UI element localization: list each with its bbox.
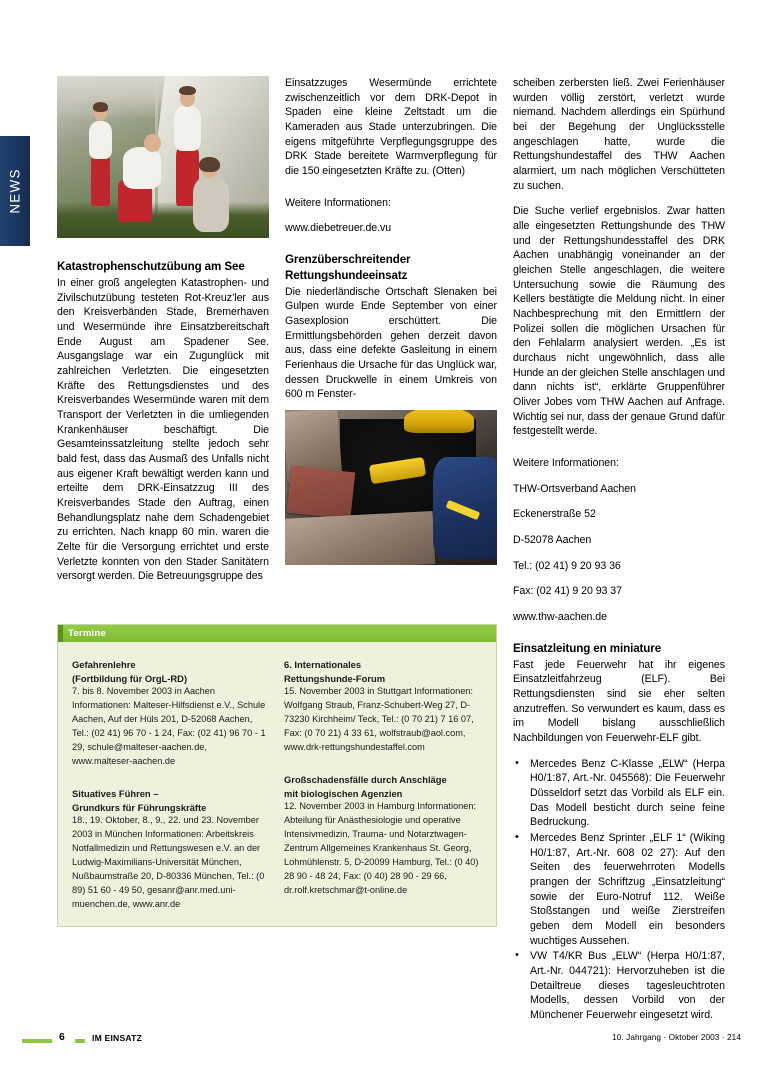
article-body-suche: Die Suche verlief ergebnislos. Zwar hatten alle eingesetzten Rettungshunde des THW und der Rettungshundesstaffel des DRK Aachen unabhängig voneinander an der gleichen Stelle angeschlagen, die weitere Untersuchung sowie die Räumung des Kellers bestätigte die Meldung nicht. In einer Nachbesprechung mit den Ermittlern der Polizei sollen die möglichen Ursachen für den Fehlalarm analysiert werden. „Es ist durchaus nicht ungewöhnlich, dass alle Hunde an der gleichen Stelle anschlagen und dann nichts ist“, erklärte Gruppenführer Oliver Jobes vom THW Aachen auf Anfrage. Wichtig sei nur, dass der genaue Grund dafür festgestellt werde. [513,205,725,438]
event-details: 15. November 2003 in Stuttgart Informationen: Wolfgang Straub, Franz-Schubert-Weg 27, D-73230 Kirchheim/ Teck, Tel.: (0 70 21) 7 16 07, Fax: (0 70 21) 4 33 61, wolfstraub@aol.com, www.drk-rettungshundestaffel.com [284,686,474,753]
article-body-einsatzleitung: Fast jede Feuerwehr hat ihr eigenes Einsatzleitfahrzeug (ELF). Bei Rettungsdiensten sind sie eher selten anzutreffen. So verwundert es kaum, dass es im Modell bislang ausschließlich Nachbildungen von Feuerwehr-ELF gibt. [513,658,725,745]
event-item [284,773,480,898]
article-headline-rettungshunde-line1: Grenzüberschreitender [285,253,411,267]
event-title-line2: Rettungshunde-Forum [284,672,386,684]
rubble-search-photo [285,410,497,565]
spacer [513,625,725,642]
termine-header-bar [58,625,496,642]
contact-line-phone: Tel.: (02 41) 9 20 93 36 [513,559,621,572]
contact-line-organisation: THW-Ortsverband Aachen [513,482,636,495]
footer-section-name: IM EINSATZ [92,1033,143,1043]
event-title-line2: (Fortbildung für OrgL-RD) [72,672,188,684]
helmet-shape [404,410,474,433]
event-title-line2: Grundkurs für Führungskräfte [72,801,207,813]
article-body-katastrophenschutz: In einer groß angelegten Katastrophen- und Zivilschutzübung testeten Rot-Kreuz’ler aus den Kreisverbänden Stade, Bremerhaven und Wesermünde ihre Einsatzbereitschaft Ende August am Spadener See. Ausgangslage war ein Zugunglück mit zahlreichen Verletzten. Die eingesetzten Kräfte des Rettungsdienstes und des Kreisverbandes Wesermünde waren mit dem Transport der Verletzten in die umliegenden Krankenhäuser beschäftigt. Die Gesamteinssatzleitung stellte jedoch sehr bald fest, dass das Ausmaß des Unfalls nicht aus eigener Kraft bewältigt werden kann und erteilte dem DRK-Einsatzzug III des Kreisverbandes Stade den Auftrag, einen Behandlungsplatz nahe dem Schadengebiet zu errichten. Nach knapp 60 min. waren die Zelte für die Versorgung errichtet und erste Verletzte konnten von den Stader Sanitätern versorgt werden. Die Betreuungsgruppe des [57,276,269,583]
termine-column-left [72,658,268,912]
event-details: 7. bis 8. November 2003 in Aachen Informationen: Malteser-Hilfsdienst e.V., Schule Aachen, Auf der Hüls 201, D-52068 Aachen, Tel.: (02 41) 96 70 - 1 24, Fax: (02 41) 96 70 - 1 29, schule@malteser-aachen.de, www.malteser-aachen.de [72,686,266,767]
figure-hair-shape [179,86,196,96]
article-body-rettungshunde: Die niederländische Ortschaft Slenaken bei Gulpen wurde Ende September von einer Gasexplosion erschüttert. Die Ermittlungsbehörden gehen derzeit davon aus, dass eine defekte Gasleitung in einem Ferienhaus die Ursache für das Unglück war, dessen Druckwelle in einem Umkreis von 600 m Fenster- [285,285,497,401]
contact-line-fax: Fax: (02 41) 9 20 93 37 [513,585,622,598]
column-two [285,76,497,579]
footer-accent-bar [22,1039,52,1043]
footer-accent-dash [75,1039,85,1043]
column-one [57,76,269,584]
event-title-line1: Großschadensfälle durch Anschläge [284,774,447,786]
spacer [285,179,497,196]
figure-shirt-shape [174,105,202,150]
event-title-line1: Gefahrenlehre [72,659,136,670]
article-headline-katastrophenschutz: Katastrophenschutzübung am See [57,260,245,273]
event-title-line1: Situatives Führen – [72,788,159,800]
event-details: 18., 19. Oktober, 8., 9., 22. und 23. November 2003 in München Informationen: Arbeitskreis Notfallmedizin und Rettungswesen e.V. an der Ludwig-Maximilians-Universität München, Nußbaumstraße 20, D-80336 München, Tel.: (0 89) 51 60 - 49 50, gesanr@anr.med.uni-muenchen.de, www.anr.de [72,815,265,910]
section-tab-label: NEWS [7,168,23,214]
article-headline-einsatzleitung: Einsatzleitung en miniature [513,641,662,655]
figure-hair-shape [93,102,108,112]
list-item: • VW T4/KR Bus „ELW“ (Herpa H0/1:87, Art.-Nr. 044721): Hervorzuheben ist die Detailtreue dieses tagesleuchtroten Modells, dessen Vorbild von der Münchener Feuerwehr eingesetzt wird. [513,949,725,1022]
event-item [72,658,268,769]
figure-head-shape [144,134,161,152]
event-title-line2: mit biologischen Agenzien [284,787,403,799]
event-title-line1: 6. Internationales [284,659,362,670]
model-list [513,757,725,1023]
contact-line-city: D-52078 Aachen [513,534,592,547]
rubble-slab-shape [287,466,355,519]
contact-line-website[interactable]: www.thw-aachen.de [513,611,607,624]
termine-content [58,642,496,926]
termine-title: Termine [68,628,107,639]
grass-shape [57,202,269,238]
event-item [284,658,480,755]
info-url-diebetreuer[interactable]: www.diebetreuer.de.vu [285,222,392,235]
figure-shirt-shape [193,176,229,231]
info-label-diebetreuer: Weitere Informationen: [285,196,391,209]
contact-label-thw: Weitere Informationen: [513,457,619,470]
termine-box [57,624,497,927]
spacer [285,236,497,253]
event-item [72,787,268,912]
footer-issue-info: 10. Jahrgang · Oktober 2003 · 214 [612,1033,741,1042]
rubble-slab-shape [285,512,435,566]
figure-shirt-shape [123,147,161,189]
page-number: 6 [59,1032,65,1043]
article-body-continuation-2: scheiben zerbersten ließ. Zwei Ferienhäuser wurden völlig zerstört, verletzt wurde niemand. Nachdem allerdings ein Spürhund bei der Begehung der Unglücksstelle angeschlagen hatte, wurde die Rettungshundestaffel des THW Aachen alarmiert, um nach möglichen Verschütteten zu suchen. [513,77,725,192]
article-body-continuation-1: Einsatzzuges Wesermünde errichtete zwischenzeitlich vor dem DRK-Depot in Spaden eine kleine Zeltstadt um die Kameraden aus Stade unterzubringen. Die eigens mitgeführte Verpflegungsgruppe des DRK Stade bereitete Warmverpflegung für die 150 eingesetzten Kräfte zu. (Otten) [285,77,497,178]
rescue-tent-exercise-photo [57,76,269,238]
list-item: • Mercedes Benz C-Klasse „ELW“ (Herpa H0/1:87, Art.-Nr. 045568): Die Feuerwehr Düsseldorf setzt das Vorbild als ELF ein. Das Modell besticht durch seine feine Bedruckung. [513,757,725,830]
contact-line-street: Eckenerstraße 52 [513,508,596,521]
section-tab-news [0,136,30,246]
list-item: • Mercedes Benz Sprinter „ELF 1“ (Wiking H0/1:87, Art.-Nr. 608 02 27): Auf den Seiten des feuerwehrroten Modells prangen der Schriftzug „Einsatzleitung“ sowie der Euro-Notruf 112. Weiße Stoßstangen und weiße Zierstreifen geben dem Modell ein besonders wuchtiges Aussehen. [513,831,725,948]
column-three [513,76,725,1024]
spacer [513,439,725,456]
figure-pants-shape [91,154,110,206]
article-headline-rettungshunde-line2: Rettungshundeeinsatz [285,268,408,282]
termine-column-right [284,658,480,912]
figure-shirt-shape [89,121,112,158]
figure-hair-shape [199,157,220,172]
page-footer [0,1029,763,1059]
event-details: 12. November 2003 in Hamburg Informationen: Abteilung für Anästhesiologie und operative Intensivmedizin, Trauma- und Notarztwagen-Zentrum Allgemeines Krankenhaus St. Georg, Lohmühlenstr. 5, D-20099 Hamburg, Tel.: (0 40) 28 90 - 48 24, Fax: (0 40) 28 90 - 29 66, dr.rolf.kretschmar@t-online.de [284,801,479,896]
